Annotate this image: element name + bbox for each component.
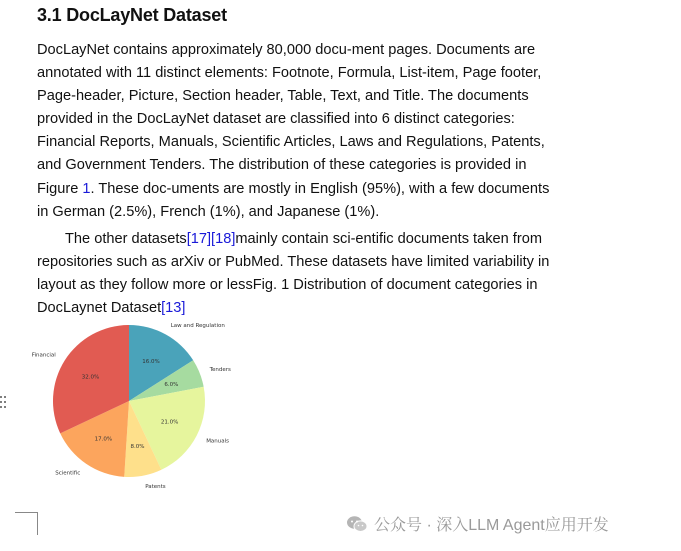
paragraph-line: annotated with 11 distinct elements: Footnote, Formula, List-item, Page footer, <box>37 65 542 82</box>
pie-percent-label: 6.0% <box>164 382 179 389</box>
wechat-icon <box>346 515 368 533</box>
paragraph-line <box>37 297 607 320</box>
paragraph-line: DocLayNet contains approximately 80,000 docu-ment pages. Documents are <box>37 42 536 58</box>
paragraph-line <box>37 228 607 251</box>
pie-category-label: Manuals <box>206 438 230 445</box>
line-text: Figure <box>37 180 83 197</box>
pie-percent-label: 8.0% <box>130 443 145 450</box>
grip-dot <box>4 401 6 403</box>
pie-percent-label: 21.0% <box>160 419 179 426</box>
grip-dot <box>4 406 6 408</box>
paragraph-dataset-description <box>37 39 607 224</box>
figure-reference-link[interactable]: 1 <box>82 180 91 197</box>
watermark <box>346 512 609 535</box>
grip-dot <box>0 406 2 408</box>
pie-category-label: Tenders <box>209 367 231 374</box>
grip-dot <box>0 401 2 403</box>
pie-percent-label: 17.0% <box>94 436 113 443</box>
paragraph-line <box>37 178 607 201</box>
section-heading: 3.1 DocLayNet Dataset <box>37 5 227 25</box>
line-text: mainly contain sci-entific documents taken from <box>235 231 542 247</box>
grip-dot <box>0 396 2 398</box>
pie-category-label: Patents <box>145 484 166 490</box>
pie-category-label: Scientific <box>55 470 81 477</box>
citation-link[interactable]: [18] <box>211 231 236 247</box>
paragraph-line: repositories such as arXiv or PubMed. These datasets have limited variability in <box>37 254 550 271</box>
paragraph-line: Page-header, Picture, Section header, Table, Text, and Title. The documents <box>37 88 529 105</box>
pie-percent-label: 32.0% <box>81 374 100 381</box>
category-pie-chart <box>0 318 260 490</box>
watermark-text: 公众号 · 深入LLM Agent应用开发 <box>374 517 609 534</box>
pie-percent-label: 16.0% <box>142 359 160 365</box>
line-text: . These doc-uments are mostly in English (95%), with a few documents <box>90 180 550 197</box>
citation-link[interactable]: [17] <box>186 231 212 247</box>
pie-category-label: Financial <box>31 352 56 359</box>
paragraph-line: Financial Reports, Manuals, Scientific Articles, Laws and Regulations, Patents, <box>37 134 545 151</box>
pie-category-label: Law and Regulation <box>170 323 225 330</box>
line-text: The other datasets <box>65 231 187 247</box>
line-text: DocLaynet Dataset <box>37 300 162 317</box>
paragraph-line: and Government Tenders. The distribution of these categories is provided in <box>37 157 527 174</box>
paragraph-line: layout as they follow more or lessFig. 1 Distribution of document categories in <box>37 277 538 294</box>
page-corner-crop-mark <box>15 512 38 535</box>
grip-dot <box>4 396 6 398</box>
paragraph-line: provided in the DocLayNet dataset are classified into 6 distinct categories: <box>37 111 515 128</box>
drag-handle[interactable] <box>0 396 8 412</box>
paragraph-other-datasets <box>37 228 607 320</box>
paragraph-line: in German (2.5%), French (1%), and Japanese (1%). <box>37 203 380 220</box>
citation-link[interactable]: [13] <box>161 300 186 317</box>
